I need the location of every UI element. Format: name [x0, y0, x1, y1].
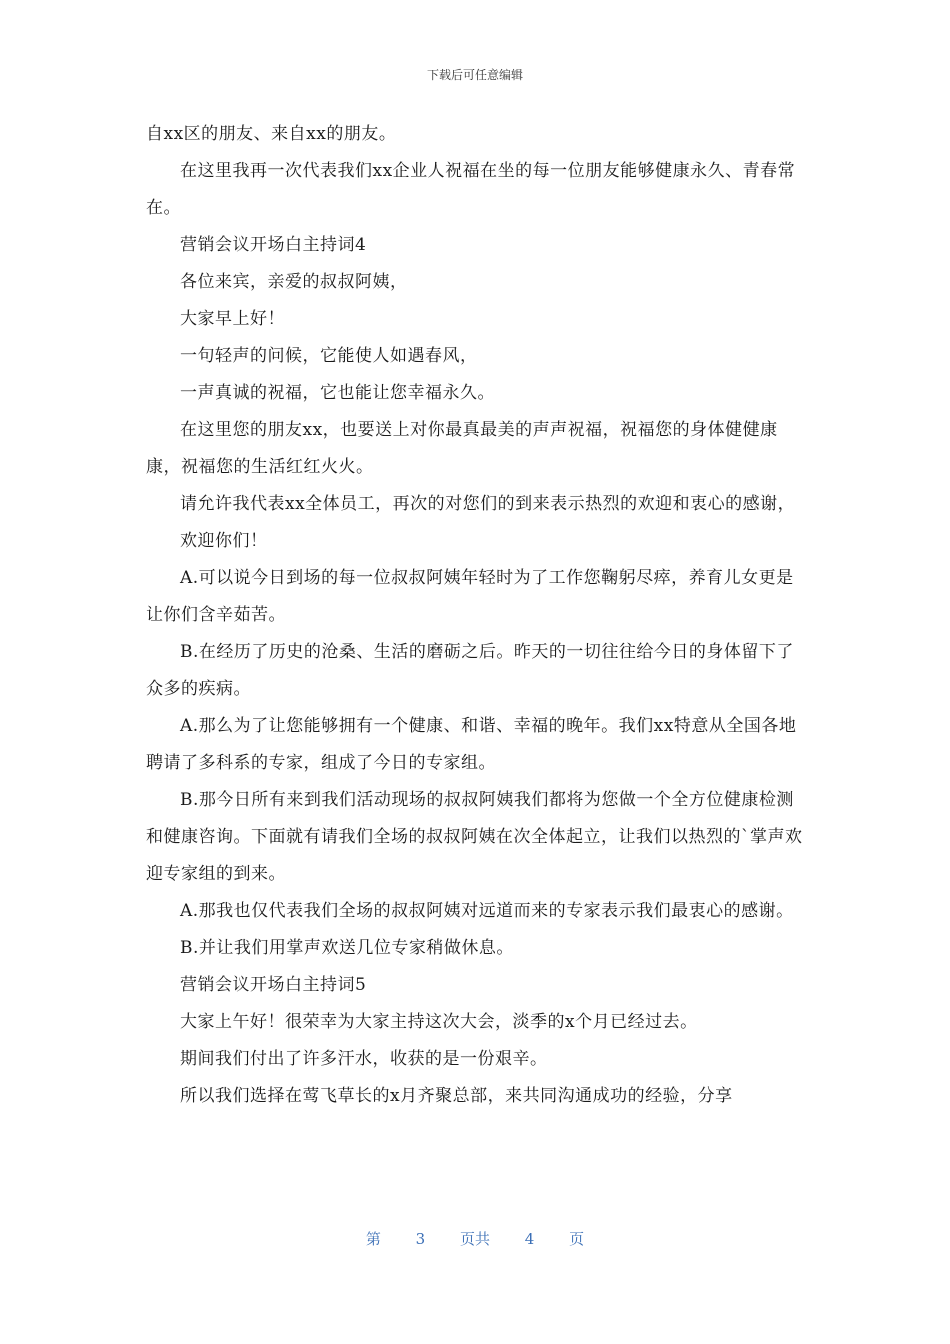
paragraph: 大家上午好！很荣幸为大家主持这次大会，淡季的x个月已经过去。	[180, 1012, 698, 1032]
total-page-number: 4	[524, 1230, 535, 1248]
paragraph: B.并让我们用掌声欢送几位专家稍做休息。	[180, 938, 514, 958]
paragraph: A.可以说今日到场的每一位叔叔阿姨年轻时为了工作您鞠躬尽瘁，养育儿女更是让你们含辛茹苦。	[146, 568, 794, 625]
paragraph: A.那我也仅代表我们全场的叔叔阿姨对远道而来的专家表示我们最衷心的感谢。	[180, 901, 794, 921]
paragraph: 一句轻声的问候，它能使人如遇春风，	[180, 346, 478, 366]
paragraph: 在这里我再一次代表我们xx企业人祝福在坐的每一位朋友能够健康永久、青春常在。	[146, 161, 796, 218]
current-page-number: 3	[415, 1230, 426, 1248]
paragraph: 欢迎你们！	[180, 531, 268, 551]
paragraph: 所以我们选择在莺飞草长的x月齐聚总部，来共同沟通成功的经验，分享	[180, 1086, 733, 1106]
paragraph: 期间我们付出了许多汗水，收获的是一份艰辛。	[180, 1049, 548, 1069]
section-title: 营销会议开场白主持词5	[180, 975, 367, 995]
paragraph: B.在经历了历史的沧桑、生活的磨砺之后。昨天的一切往往给今日的身体留下了众多的疾病。	[146, 642, 794, 699]
page-label-suffix: 页	[569, 1230, 585, 1248]
paragraph: A.那么为了让您能够拥有一个健康、和谐、幸福的晚年。我们xx特意从全国各地聘请了多科系的专家，组成了今日的专家组。	[146, 716, 797, 773]
paragraph: 大家早上好！	[180, 309, 285, 329]
paragraph: 自xx区的朋友、来自xx的朋友。	[146, 124, 397, 144]
page-footer	[0, 1228, 950, 1249]
section-title: 营销会议开场白主持词4	[180, 235, 367, 255]
paragraph: 各位来宾，亲爱的叔叔阿姨，	[180, 272, 408, 292]
page-header: 下载后可任意编辑	[426, 68, 523, 82]
page-label-middle: 页共	[459, 1230, 490, 1248]
document-body	[146, 116, 806, 1115]
paragraph: 在这里您的朋友xx，也要送上对你最真最美的声声祝福，祝福您的身体健健康康，祝福您的生活红红火火。	[146, 420, 778, 477]
paragraph: 一声真诚的祝福，它也能让您幸福永久。	[180, 383, 495, 403]
paragraph: 请允许我代表xx全体员工，再次的对您们的到来表示热烈的欢迎和衷心的感谢，	[180, 494, 796, 514]
paragraph: B.那今日所有来到我们活动现场的叔叔阿姨我们都将为您做一个全方位健康检测和健康咨询。下面就有请我们全场的叔叔阿姨在次全体起立，让我们以热烈的`掌声欢迎专家组的到来。	[146, 790, 803, 884]
page-label-prefix: 第	[365, 1230, 381, 1248]
